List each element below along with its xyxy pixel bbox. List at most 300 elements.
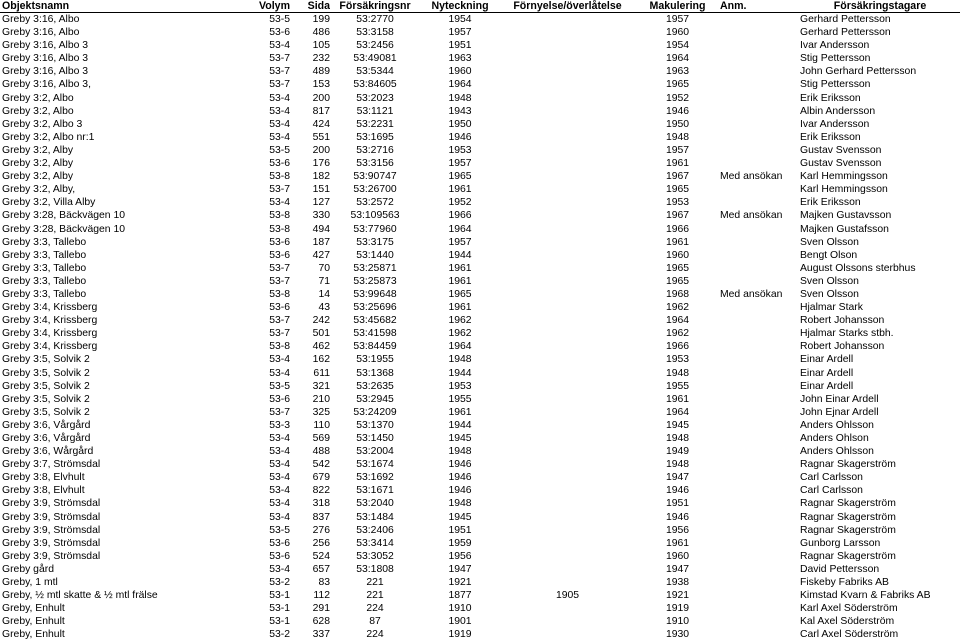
cell-makulering: 1946 bbox=[665, 105, 690, 117]
cell-forsakringsnr: 53:3156 bbox=[356, 158, 394, 170]
cell-anm bbox=[720, 576, 800, 589]
cell-objektsnamn: Greby 3:3, Tallebo bbox=[2, 275, 87, 287]
cell-volym: 53-5 bbox=[269, 14, 290, 25]
cell-forsakringstagare: Karl Hemmingsson bbox=[800, 184, 888, 196]
cell-forsakringstagare: Kal Axel Söderström bbox=[800, 616, 895, 628]
cell-makulering: 1946 bbox=[665, 485, 690, 497]
cell-nyteckning: 1951 bbox=[448, 40, 472, 52]
cell-nyteckning: 1921 bbox=[448, 577, 472, 589]
table-row bbox=[0, 497, 960, 510]
cell-makulering: 1961 bbox=[665, 393, 690, 405]
header-fornyelse: Förnyelse/överlåtelse bbox=[500, 0, 635, 13]
cell-nyteckning: 1964 bbox=[448, 341, 472, 353]
cell-volym: 53-7 bbox=[269, 406, 290, 418]
cell-makulering: 1951 bbox=[665, 498, 690, 510]
cell-anm bbox=[720, 393, 800, 406]
cell-fornyelse bbox=[500, 602, 635, 615]
cell-volym: 53-7 bbox=[269, 79, 290, 91]
cell-forsakringsnr: 53:25871 bbox=[353, 262, 397, 274]
cell-anm bbox=[720, 223, 800, 236]
cell-makulering: 1966 bbox=[665, 223, 690, 235]
cell-fornyelse bbox=[500, 65, 635, 78]
cell-forsakringsnr: 53:1955 bbox=[356, 354, 394, 366]
cell-forsakringsnr: 53:5344 bbox=[356, 66, 394, 78]
cell-makulering: 1952 bbox=[665, 92, 690, 104]
cell-forsakringstagare: Gerhard Pettersson bbox=[800, 14, 891, 25]
table-row bbox=[0, 419, 960, 432]
cell-volym: 53-4 bbox=[269, 459, 290, 471]
table-row bbox=[0, 183, 960, 196]
cell-objektsnamn: Greby 3:3, Tallebo bbox=[2, 288, 87, 300]
cell-nyteckning: 1951 bbox=[448, 524, 472, 536]
cell-anm bbox=[720, 353, 800, 366]
cell-fornyelse bbox=[500, 170, 635, 183]
cell-objektsnamn: Greby 3:16, Albo 3, bbox=[2, 79, 91, 91]
cell-fornyelse bbox=[500, 471, 635, 484]
table-row bbox=[0, 327, 960, 340]
cell-volym: 53-5 bbox=[269, 524, 290, 536]
cell-forsakringsnr: 53:1370 bbox=[356, 419, 394, 431]
cell-forsakringsnr: 53:2635 bbox=[356, 380, 394, 392]
header-row bbox=[0, 0, 960, 13]
table-body bbox=[0, 13, 960, 642]
cell-objektsnamn: Greby 3:5, Solvik 2 bbox=[2, 406, 90, 418]
cell-volym: 53-7 bbox=[269, 315, 290, 327]
table-row bbox=[0, 275, 960, 288]
cell-nyteckning: 1948 bbox=[448, 92, 472, 104]
table-row bbox=[0, 39, 960, 52]
cell-anm bbox=[720, 340, 800, 353]
table-row bbox=[0, 209, 960, 222]
cell-makulering: 1964 bbox=[665, 406, 690, 418]
cell-nyteckning: 1965 bbox=[448, 288, 472, 300]
table-row bbox=[0, 157, 960, 170]
cell-forsakringstagare: Ragnar Skagerström bbox=[800, 550, 896, 562]
cell-objektsnamn: Greby 3:3, Tallebo bbox=[2, 249, 87, 261]
cell-volym: 53-4 bbox=[269, 131, 290, 143]
cell-forsakringsnr: 53:24209 bbox=[353, 406, 397, 418]
cell-forsakringsnr: 53:84605 bbox=[353, 79, 397, 91]
cell-objektsnamn: Greby 3:2, Albo nr:1 bbox=[2, 131, 95, 143]
cell-forsakringstagare: Gerhard Pettersson bbox=[800, 27, 891, 39]
cell-forsakringsnr: 224 bbox=[366, 603, 384, 615]
cell-fornyelse bbox=[500, 118, 635, 131]
cell-sida: 70 bbox=[318, 262, 330, 274]
header-volym: Volym bbox=[250, 0, 290, 13]
cell-volym: 53-1 bbox=[269, 603, 290, 615]
cell-objektsnamn: Greby 3:16, Albo bbox=[2, 14, 80, 25]
cell-sida: 321 bbox=[312, 380, 330, 392]
cell-anm bbox=[720, 78, 800, 91]
cell-makulering: 1957 bbox=[665, 144, 690, 156]
table-row bbox=[0, 589, 960, 602]
cell-volym: 53-4 bbox=[269, 40, 290, 52]
cell-forsakringsnr: 53:1808 bbox=[356, 563, 394, 575]
cell-objektsnamn: Greby 3:6, Vårgård bbox=[2, 433, 91, 444]
table-row bbox=[0, 92, 960, 105]
cell-anm bbox=[720, 445, 800, 458]
cell-objektsnamn: Greby 3:9, Strömsdal bbox=[2, 550, 101, 562]
cell-makulering: 1945 bbox=[665, 419, 690, 431]
cell-makulering: 1948 bbox=[665, 433, 690, 444]
cell-makulering: 1921 bbox=[665, 590, 690, 602]
table-row bbox=[0, 576, 960, 589]
cell-makulering: 1960 bbox=[665, 550, 690, 562]
cell-objektsnamn: Greby 3:5, Solvik 2 bbox=[2, 380, 90, 392]
cell-makulering: 1919 bbox=[665, 603, 690, 615]
cell-forsakringsnr: 53:1692 bbox=[356, 472, 394, 484]
cell-sida: 628 bbox=[312, 616, 330, 628]
cell-volym: 53-4 bbox=[269, 472, 290, 484]
cell-sida: 569 bbox=[312, 433, 330, 444]
cell-volym: 53-4 bbox=[269, 485, 290, 497]
cell-forsakringsnr: 53:90747 bbox=[353, 171, 397, 183]
cell-objektsnamn: Greby 3:2, Villa Alby bbox=[2, 197, 96, 209]
cell-forsakringsnr: 53:1671 bbox=[356, 485, 394, 497]
table-row bbox=[0, 563, 960, 576]
cell-sida: 256 bbox=[312, 537, 330, 549]
cell-forsakringsnr: 53:109563 bbox=[350, 210, 400, 222]
cell-makulering: 1949 bbox=[665, 446, 690, 458]
cell-volym: 53-7 bbox=[269, 184, 290, 196]
table-row bbox=[0, 628, 960, 641]
cell-forsakringstagare: Carl Carlsson bbox=[800, 485, 863, 497]
cell-sida: 330 bbox=[312, 210, 330, 222]
cell-forsakringstagare: Carl Carlsson bbox=[800, 472, 863, 484]
table-row bbox=[0, 432, 960, 445]
table-row bbox=[0, 445, 960, 458]
cell-forsakringstagare: John Gerhard Pettersson bbox=[800, 66, 917, 78]
table-row bbox=[0, 314, 960, 327]
header-nyteckning: Nyteckning bbox=[420, 0, 500, 13]
cell-sida: 462 bbox=[312, 341, 330, 353]
cell-forsakringstagare: John Einar Ardell bbox=[800, 393, 879, 405]
cell-volym: 53-2 bbox=[269, 629, 290, 641]
cell-objektsnamn: Greby 3:2, Alby bbox=[2, 144, 74, 156]
cell-volym: 53-7 bbox=[269, 275, 290, 287]
cell-anm bbox=[720, 314, 800, 327]
cell-fornyelse bbox=[500, 236, 635, 249]
cell-forsakringsnr: 53:77960 bbox=[353, 223, 397, 235]
cell-fornyelse: 1905 bbox=[555, 590, 580, 602]
cell-forsakringstagare: Einar Ardell bbox=[800, 354, 854, 366]
cell-nyteckning: 1961 bbox=[448, 302, 472, 314]
cell-anm bbox=[720, 118, 800, 131]
cell-makulering: 1910 bbox=[665, 616, 690, 628]
cell-forsakringstagare: Anders Ohlsson bbox=[800, 446, 874, 458]
cell-makulering: 1965 bbox=[665, 275, 690, 287]
cell-anm bbox=[720, 563, 800, 576]
cell-forsakringstagare: Einar Ardell bbox=[800, 367, 854, 379]
cell-fornyelse bbox=[500, 92, 635, 105]
table-header bbox=[0, 0, 960, 13]
cell-anm bbox=[720, 602, 800, 615]
cell-sida: 337 bbox=[312, 629, 330, 641]
cell-nyteckning: 1946 bbox=[448, 131, 472, 143]
cell-sida: 14 bbox=[318, 288, 330, 300]
cell-anm bbox=[720, 131, 800, 144]
cell-nyteckning: 1956 bbox=[448, 550, 472, 562]
cell-forsakringstagare: August Olssons sterbhus bbox=[800, 262, 916, 274]
cell-anm bbox=[720, 628, 800, 641]
cell-sida: 105 bbox=[312, 40, 330, 52]
cell-forsakringstagare: Stig Pettersson bbox=[800, 79, 871, 91]
cell-objektsnamn: Greby 3:6, Vårgård bbox=[2, 419, 91, 431]
cell-volym: 53-4 bbox=[269, 367, 290, 379]
header-sida: Sida bbox=[290, 0, 330, 13]
cell-makulering: 1965 bbox=[665, 79, 690, 91]
cell-anm bbox=[720, 484, 800, 497]
cell-fornyelse bbox=[500, 497, 635, 510]
cell-forsakringstagare: Sven Olsson bbox=[800, 288, 859, 300]
cell-fornyelse bbox=[500, 157, 635, 170]
cell-makulering: 1960 bbox=[665, 27, 690, 39]
cell-sida: 200 bbox=[312, 92, 330, 104]
cell-anm bbox=[720, 275, 800, 288]
cell-forsakringstagare: Robert Johansson bbox=[800, 341, 885, 353]
cell-forsakringstagare: Ragnar Skagerström bbox=[800, 498, 896, 510]
cell-anm bbox=[720, 301, 800, 314]
cell-forsakringsnr: 53:3414 bbox=[356, 537, 394, 549]
cell-anm bbox=[720, 26, 800, 39]
cell-volym: 53-5 bbox=[269, 380, 290, 392]
cell-makulering: 1968 bbox=[665, 288, 690, 300]
cell-sida: 551 bbox=[312, 131, 330, 143]
cell-makulering: 1947 bbox=[665, 563, 690, 575]
cell-anm bbox=[720, 406, 800, 419]
cell-nyteckning: 1959 bbox=[448, 537, 472, 549]
cell-objektsnamn: Greby, Enhult bbox=[2, 603, 65, 615]
cell-sida: 427 bbox=[312, 249, 330, 261]
table-row bbox=[0, 13, 960, 27]
cell-nyteckning: 1957 bbox=[448, 236, 472, 248]
cell-forsakringstagare: Kimstad Kvarn & Fabriks AB bbox=[800, 590, 931, 602]
cell-sida: 182 bbox=[312, 171, 330, 183]
cell-anm bbox=[720, 144, 800, 157]
cell-objektsnamn: Greby 3:2, Alby bbox=[2, 158, 74, 170]
cell-forsakringstagare: Albin Andersson bbox=[800, 105, 876, 117]
cell-fornyelse bbox=[500, 288, 635, 301]
cell-volym: 53-6 bbox=[269, 27, 290, 39]
cell-forsakringstagare: Majken Gustavsson bbox=[800, 210, 892, 222]
table-row bbox=[0, 131, 960, 144]
table-row bbox=[0, 340, 960, 353]
cell-forsakringstagare: Gustav Svensson bbox=[800, 158, 882, 170]
cell-anm bbox=[720, 537, 800, 550]
cell-anm bbox=[720, 380, 800, 393]
cell-sida: 43 bbox=[318, 302, 330, 314]
cell-sida: 489 bbox=[312, 66, 330, 78]
cell-volym: 53-4 bbox=[269, 446, 290, 458]
table-row bbox=[0, 223, 960, 236]
cell-nyteckning: 1964 bbox=[448, 79, 472, 91]
cell-anm bbox=[720, 236, 800, 249]
cell-nyteckning: 1961 bbox=[448, 184, 472, 196]
cell-volym: 53-6 bbox=[269, 302, 290, 314]
cell-forsakringsnr: 53:2456 bbox=[356, 40, 394, 52]
cell-forsakringstagare: Ivar Andersson bbox=[800, 118, 870, 130]
cell-forsakringstagare: Anders Ohlson bbox=[800, 433, 869, 444]
cell-makulering: 1953 bbox=[665, 354, 690, 366]
table-row bbox=[0, 65, 960, 78]
cell-volym: 53-4 bbox=[269, 92, 290, 104]
table-row bbox=[0, 550, 960, 563]
cell-objektsnamn: Greby 3:3, Tallebo bbox=[2, 236, 87, 248]
header-makulering: Makulering bbox=[635, 0, 720, 13]
table-row bbox=[0, 105, 960, 118]
cell-nyteckning: 1943 bbox=[448, 105, 472, 117]
cell-volym: 53-8 bbox=[269, 341, 290, 353]
cell-objektsnamn: Greby, ½ mtl skatte & ½ mtl frälse bbox=[2, 590, 158, 602]
cell-volym: 53-4 bbox=[269, 197, 290, 209]
cell-sida: 151 bbox=[312, 184, 330, 196]
cell-makulering: 1965 bbox=[665, 262, 690, 274]
header-forsakringstagare: Försäkringstagare bbox=[800, 0, 960, 13]
cell-objektsnamn: Greby 3:16, Albo bbox=[2, 27, 80, 39]
cell-anm bbox=[720, 105, 800, 118]
cell-objektsnamn: Greby, 1 mtl bbox=[2, 577, 58, 589]
cell-nyteckning: 1947 bbox=[448, 563, 472, 575]
table-row bbox=[0, 471, 960, 484]
table-row bbox=[0, 288, 960, 301]
cell-fornyelse bbox=[500, 419, 635, 432]
cell-fornyelse bbox=[500, 367, 635, 380]
cell-sida: 318 bbox=[312, 498, 330, 510]
cell-objektsnamn: Greby 3:28, Bäckvägen 10 bbox=[2, 223, 126, 235]
cell-objektsnamn: Greby gård bbox=[2, 563, 54, 575]
table-row bbox=[0, 144, 960, 157]
cell-sida: 524 bbox=[312, 550, 330, 562]
cell-makulering: 1961 bbox=[665, 236, 690, 248]
cell-nyteckning: 1953 bbox=[448, 380, 472, 392]
cell-forsakringstagare: Bengt Olson bbox=[800, 249, 858, 261]
table-row bbox=[0, 26, 960, 39]
cell-anm bbox=[720, 550, 800, 563]
cell-anm bbox=[720, 65, 800, 78]
cell-forsakringsnr: 53:1121 bbox=[356, 105, 394, 117]
cell-forsakringstagare: Ragnar Skagerström bbox=[800, 524, 896, 536]
cell-makulering: 1964 bbox=[665, 315, 690, 327]
cell-volym: 53-4 bbox=[269, 354, 290, 366]
cell-objektsnamn: Greby 3:16, Albo 3 bbox=[2, 40, 89, 52]
cell-objektsnamn: Greby 3:9, Strömsdal bbox=[2, 498, 101, 510]
cell-nyteckning: 1945 bbox=[448, 433, 472, 444]
cell-sida: 488 bbox=[312, 446, 330, 458]
cell-forsakringstagare: Majken Gustafsson bbox=[800, 223, 889, 235]
cell-forsakringsnr: 87 bbox=[369, 616, 381, 628]
cell-fornyelse bbox=[500, 537, 635, 550]
cell-nyteckning: 1962 bbox=[448, 328, 472, 340]
cell-forsakringstagare: Carl Axel Söderström bbox=[800, 629, 899, 641]
cell-forsakringsnr: 53:1484 bbox=[356, 511, 394, 523]
cell-anm bbox=[720, 13, 800, 27]
cell-forsakringstagare: Fiskeby Fabriks AB bbox=[800, 577, 889, 589]
cell-anm: Med ansökan bbox=[720, 288, 783, 300]
table-row bbox=[0, 615, 960, 628]
cell-objektsnamn: Greby 3:3, Tallebo bbox=[2, 262, 87, 274]
table-row bbox=[0, 78, 960, 91]
cell-nyteckning: 1946 bbox=[448, 472, 472, 484]
cell-volym: 53-3 bbox=[269, 419, 290, 431]
cell-objektsnamn: Greby 3:4, Krissberg bbox=[2, 302, 98, 314]
cell-sida: 110 bbox=[313, 419, 330, 431]
cell-volym: 53-4 bbox=[269, 563, 290, 575]
cell-volym: 53-7 bbox=[269, 328, 290, 340]
cell-sida: 542 bbox=[312, 459, 330, 471]
cell-objektsnamn: Greby 3:8, Elvhult bbox=[2, 472, 85, 484]
cell-forsakringstagare: Erik Eriksson bbox=[800, 197, 861, 209]
cell-objektsnamn: Greby 3:28, Bäckvägen 10 bbox=[2, 210, 126, 222]
cell-forsakringsnr: 53:1674 bbox=[356, 459, 394, 471]
table-row bbox=[0, 484, 960, 497]
cell-nyteckning: 1944 bbox=[448, 249, 472, 261]
cell-fornyelse bbox=[500, 576, 635, 589]
cell-sida: 817 bbox=[312, 105, 330, 117]
cell-forsakringstagare: Sven Olsson bbox=[800, 236, 859, 248]
cell-forsakringsnr: 53:25696 bbox=[353, 302, 397, 314]
cell-sida: 291 bbox=[312, 603, 330, 615]
cell-forsakringsnr: 53:1368 bbox=[356, 367, 394, 379]
cell-objektsnamn: Greby 3:2, Albo bbox=[2, 105, 74, 117]
cell-sida: 71 bbox=[318, 275, 330, 287]
cell-forsakringstagare: Gustav Svensson bbox=[800, 144, 882, 156]
cell-makulering: 1966 bbox=[665, 341, 690, 353]
cell-makulering: 1962 bbox=[665, 302, 690, 314]
cell-nyteckning: 1957 bbox=[448, 27, 472, 39]
cell-fornyelse bbox=[500, 144, 635, 157]
cell-forsakringstagare: Erik Eriksson bbox=[800, 131, 861, 143]
cell-sida: 187 bbox=[312, 236, 330, 248]
cell-forsakringsnr: 53:3158 bbox=[356, 27, 394, 39]
cell-forsakringstagare: Ragnar Skagerström bbox=[800, 511, 896, 523]
cell-makulering: 1967 bbox=[665, 171, 690, 183]
table-row bbox=[0, 196, 960, 209]
cell-fornyelse bbox=[500, 196, 635, 209]
cell-volym: 53-8 bbox=[269, 223, 290, 235]
cell-anm bbox=[720, 511, 800, 524]
table-row bbox=[0, 602, 960, 615]
cell-volym: 53-6 bbox=[269, 158, 290, 170]
cell-fornyelse bbox=[500, 524, 635, 537]
cell-anm: Med ansökan bbox=[720, 210, 783, 222]
cell-fornyelse bbox=[500, 249, 635, 262]
cell-forsakringstagare: Robert Johansson bbox=[800, 315, 885, 327]
cell-fornyelse bbox=[500, 445, 635, 458]
cell-forsakringsnr: 53:41598 bbox=[353, 328, 397, 340]
header-forsakringsnr: Försäkringsnr bbox=[330, 0, 420, 13]
cell-sida: 199 bbox=[312, 14, 330, 25]
cell-volym: 53-1 bbox=[269, 590, 290, 602]
cell-forsakringsnr: 53:2040 bbox=[356, 498, 394, 510]
cell-fornyelse bbox=[500, 563, 635, 576]
cell-nyteckning: 1877 bbox=[448, 590, 472, 602]
cell-makulering: 1965 bbox=[665, 184, 690, 196]
cell-forsakringsnr: 53:2023 bbox=[356, 92, 394, 104]
cell-anm bbox=[720, 249, 800, 262]
cell-nyteckning: 1953 bbox=[448, 144, 472, 156]
cell-anm bbox=[720, 615, 800, 628]
cell-forsakringsnr: 53:2716 bbox=[356, 144, 394, 156]
cell-forsakringstagare: Ragnar Skagerström bbox=[800, 459, 896, 471]
cell-forsakringsnr: 224 bbox=[366, 629, 384, 641]
cell-sida: 200 bbox=[312, 144, 330, 156]
cell-makulering: 1950 bbox=[665, 118, 690, 130]
cell-forsakringstagare: Sven Olsson bbox=[800, 275, 859, 287]
cell-objektsnamn: Greby 3:7, Strömsdal bbox=[2, 459, 101, 471]
table-row bbox=[0, 393, 960, 406]
cell-fornyelse bbox=[500, 628, 635, 641]
cell-forsakringstagare: Stig Pettersson bbox=[800, 53, 871, 65]
